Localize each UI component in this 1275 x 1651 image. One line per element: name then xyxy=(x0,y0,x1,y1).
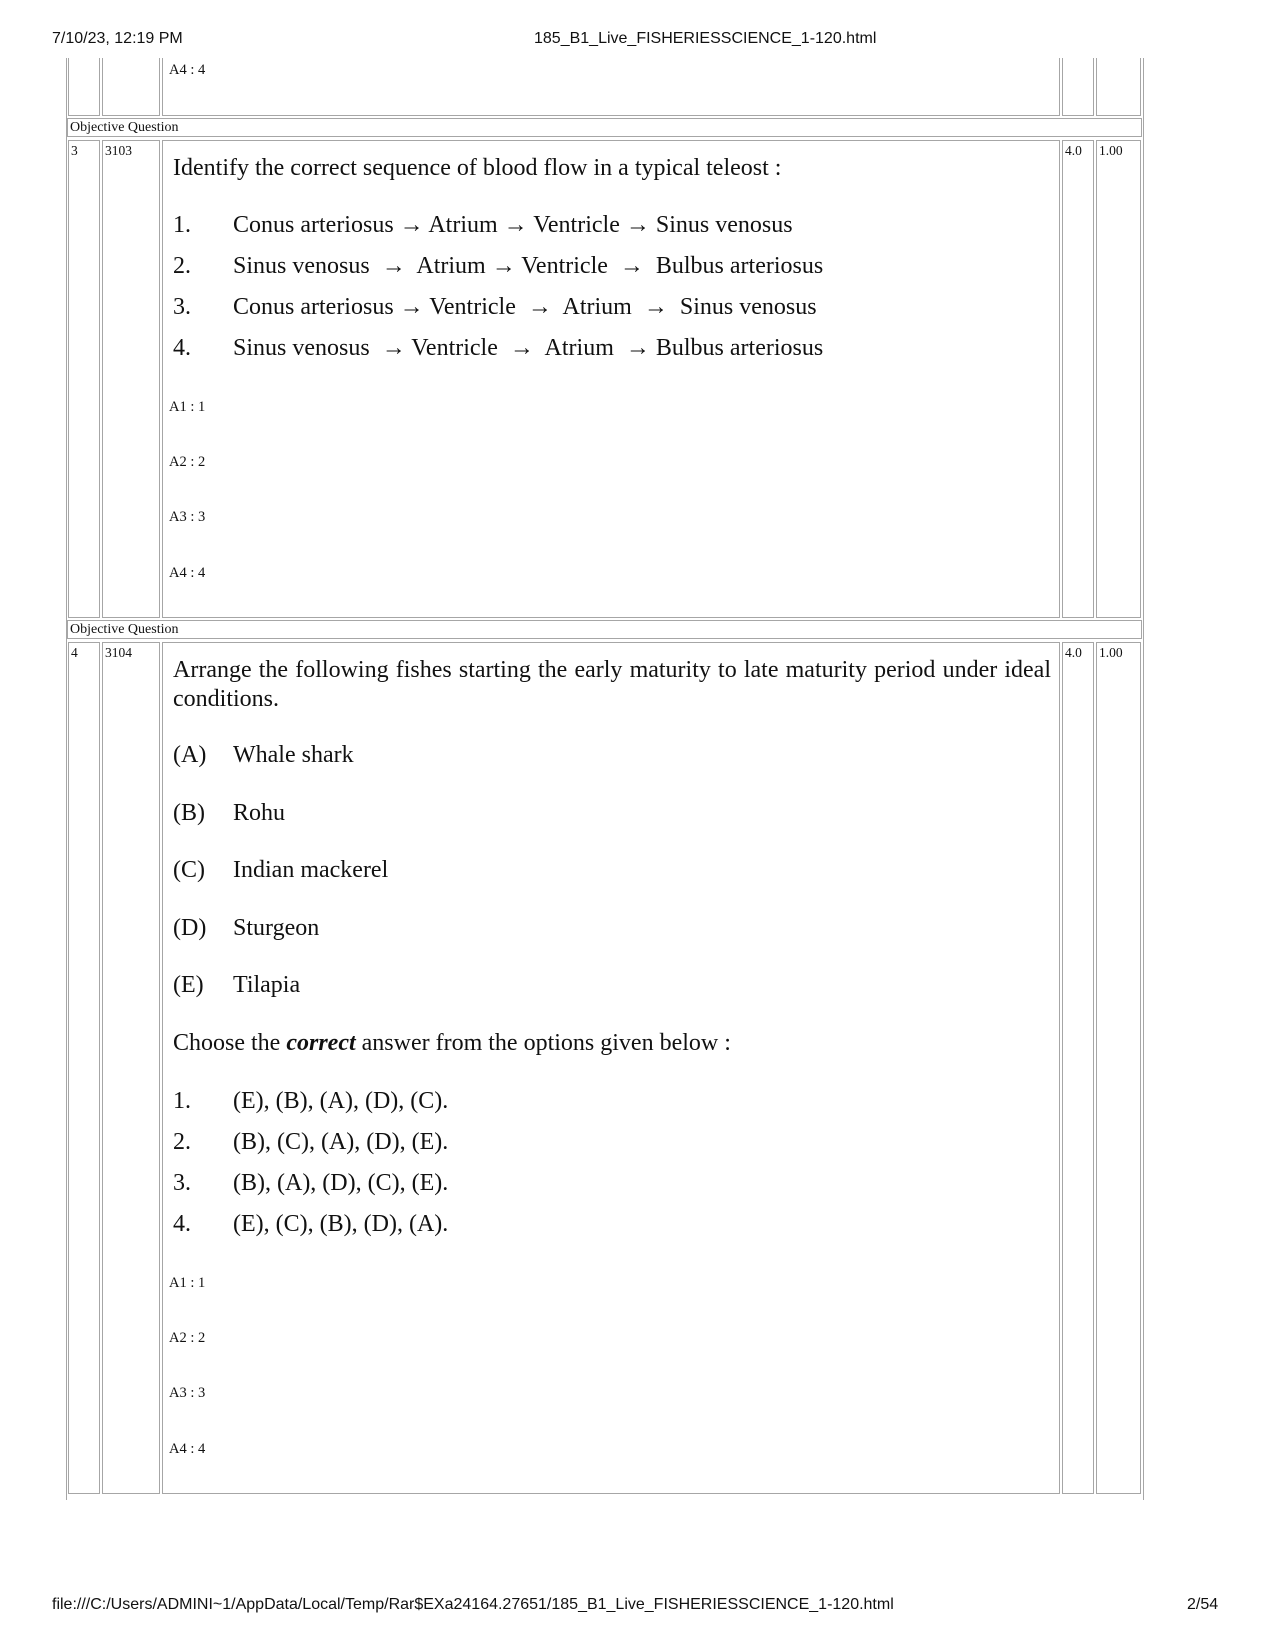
question-number: 3 xyxy=(71,143,78,158)
answer-line: A3 : 3 xyxy=(169,509,206,525)
instruction-pre: Choose the xyxy=(173,1030,287,1056)
option-text: (B), (C), (A), (D), (E). xyxy=(233,1129,449,1155)
option-text: Sinus venosus → Ventricle → Atrium → Bulbus arteriosus xyxy=(233,335,824,361)
answer-line: A4 : 4 xyxy=(169,565,206,581)
table-border-right xyxy=(1143,58,1144,1500)
negative-marks-value: 1.00 xyxy=(1099,143,1123,158)
cell-marks xyxy=(1062,642,1094,1494)
item-label: (A) xyxy=(173,742,207,768)
section-label-row xyxy=(67,118,1142,137)
question-number: 4 xyxy=(71,645,78,660)
prev-cell-neg xyxy=(1096,58,1141,116)
question-id: 3103 xyxy=(105,143,132,158)
negative-marks-value: 1.00 xyxy=(1099,645,1123,660)
cell-qid xyxy=(102,642,160,1494)
print-file-path: file:///C:/Users/ADMINI~1/AppData/Local/Temp/Rar$EXa24164.27651/185_B1_Live_FISHERIESSCIENCE_1-120.html xyxy=(52,1596,894,1613)
item-label: (E) xyxy=(173,972,204,998)
instruction-emphasis: correct xyxy=(286,1030,356,1056)
prev-cell-body xyxy=(162,58,1060,116)
question-stem: Identify the correct sequence of blood flow in a typical teleost : xyxy=(173,155,782,181)
prev-cell-marks xyxy=(1062,58,1094,116)
option-text: Sinus venosus → Atrium → Ventricle → Bulbus arteriosus xyxy=(233,253,824,279)
cell-negative-marks xyxy=(1096,642,1141,1494)
cell-qid xyxy=(102,140,160,618)
item-text: Sturgeon xyxy=(233,915,320,941)
cell-sno xyxy=(68,140,100,618)
question-stem: Arrange the following fishes starting the early maturity to late maturity period under ideal conditions. xyxy=(173,657,1051,712)
option-number: 2. xyxy=(173,253,191,279)
cell-question-body xyxy=(162,642,1060,1494)
cell-question-body xyxy=(162,140,1060,618)
option-number: 1. xyxy=(173,1088,191,1114)
option-text: (E), (C), (B), (D), (A). xyxy=(233,1211,449,1237)
cell-marks xyxy=(1062,140,1094,618)
option-number: 1. xyxy=(173,212,191,238)
section-label: Objective Question xyxy=(70,622,179,637)
print-doc-title: 185_B1_Live_FISHERIESSCIENCE_1-120.html xyxy=(534,30,877,47)
option-number: 3. xyxy=(173,1170,191,1196)
item-text: Rohu xyxy=(233,800,286,826)
cell-sno xyxy=(68,642,100,1494)
option-text: Conus arteriosus → Atrium → Ventricle → Sinus venosus xyxy=(233,212,793,238)
table-border-left xyxy=(66,58,67,1500)
item-text: Indian mackerel xyxy=(233,857,389,883)
section-label: Objective Question xyxy=(70,120,179,135)
print-timestamp: 7/10/23, 12:19 PM xyxy=(52,30,183,47)
section-label-row xyxy=(67,620,1142,639)
option-number: 3. xyxy=(173,294,191,320)
prev-cell-qid xyxy=(102,58,160,116)
answer-line: A1 : 1 xyxy=(169,1275,206,1291)
marks-value: 4.0 xyxy=(1065,143,1082,158)
item-label: (B) xyxy=(173,800,205,826)
option-number: 4. xyxy=(173,335,191,361)
answer-line: A4 : 4 xyxy=(169,62,206,78)
marks-value: 4.0 xyxy=(1065,645,1082,660)
question-id: 3104 xyxy=(105,645,132,660)
option-text: (E), (B), (A), (D), (C). xyxy=(233,1088,449,1114)
item-text: Tilapia xyxy=(233,972,301,998)
item-label: (D) xyxy=(173,915,207,941)
option-text: Conus arteriosus → Ventricle → Atrium → Sinus venosus xyxy=(233,294,817,320)
option-text: (B), (A), (D), (C), (E). xyxy=(233,1170,449,1196)
prev-cell-sno xyxy=(68,58,100,116)
answer-line: A2 : 2 xyxy=(169,454,206,470)
instruction-post: answer from the options given below : xyxy=(355,1030,731,1056)
answer-line: A4 : 4 xyxy=(169,1441,206,1457)
cell-negative-marks xyxy=(1096,140,1141,618)
answer-line: A1 : 1 xyxy=(169,399,206,415)
answer-line: A3 : 3 xyxy=(169,1385,206,1401)
print-page-number: 2/54 xyxy=(1187,1596,1219,1613)
instruction-line xyxy=(173,1029,731,1058)
answer-line: A2 : 2 xyxy=(169,1330,206,1346)
option-number: 4. xyxy=(173,1211,191,1237)
option-number: 2. xyxy=(173,1129,191,1155)
item-label: (C) xyxy=(173,857,205,883)
item-text: Whale shark xyxy=(233,742,354,768)
